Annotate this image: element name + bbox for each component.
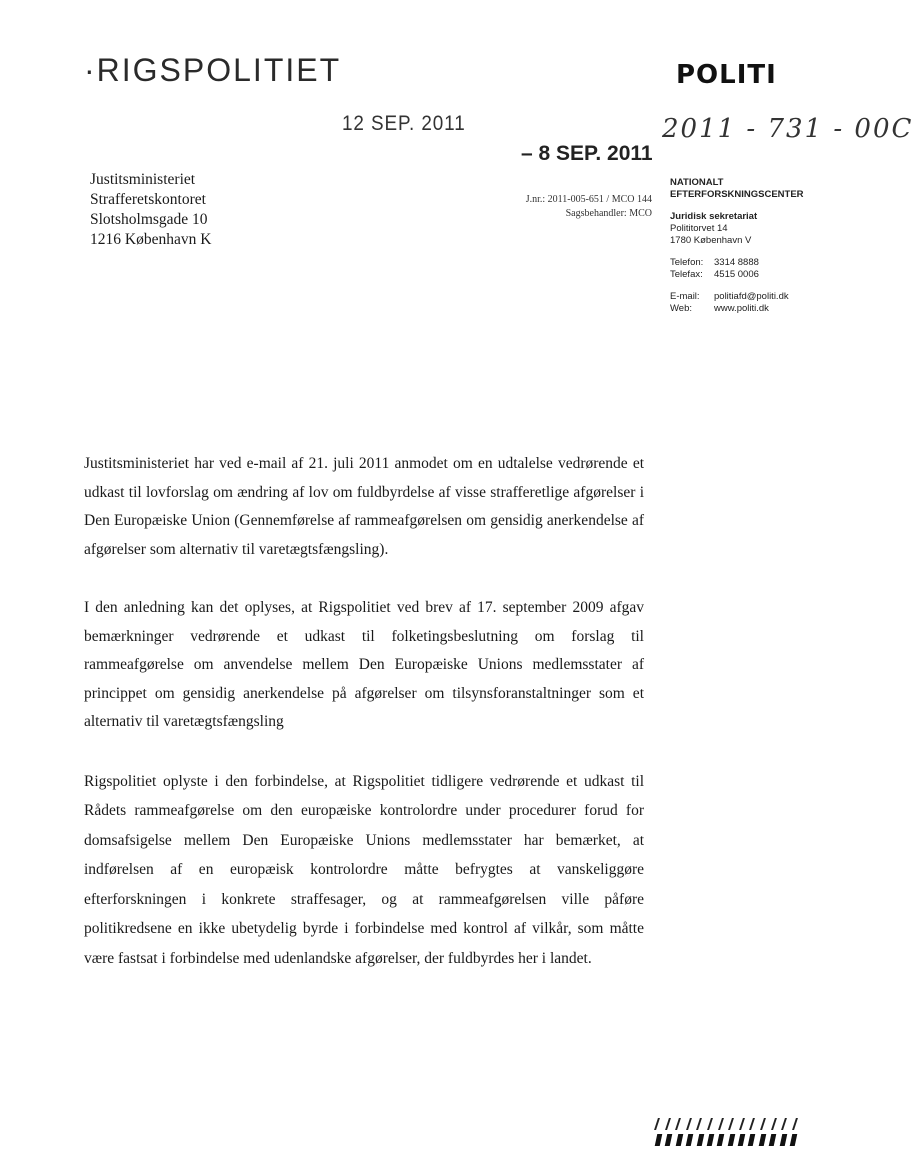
barcode-top-row (656, 1118, 796, 1130)
web-row (670, 303, 826, 315)
case-handler: Sagsbehandler: MCO (565, 207, 652, 219)
barcode-marks (656, 1118, 796, 1148)
sender-unit: Juridisk sekretariat (670, 211, 758, 222)
recipient-line: Strafferetskontoret (90, 191, 206, 208)
body-paragraph-2: I den anledning kan det oplyses, at Rigspolitiet ved brev af 17. september 2009 afgav bemærkninger vedrørende et udkast til folketingsbeslutning om forslag til rammeafgørelse om anvendelse mellem Den Europæiske Unions medlemsstater af princippet om gensidig anerkendelse på afgørelser om tilsynsforanstaltninger som et alternativ til varetægtsfængsling (84, 599, 644, 730)
reference-block (455, 193, 652, 220)
body-paragraph-1: Justitsministeriet har ved e-mail af 21. juli 2011 anmodet om en udtalelse vedrørende et udkast til lovforslag om ændring af lov om fuldbyrdelse af visse strafferetlige afgørelser i Den Europæiske Union (Gennemførelse af rammeafgørelsen om gensidig anerkendelse af afgørelser som alternativ til varetægtsfængsling). (84, 455, 644, 558)
web-label: Web: (670, 303, 693, 314)
journal-number: J.nr.: 2011-005-651 / MCO 144 (525, 194, 652, 205)
sender-block (670, 177, 826, 315)
phone-row (670, 257, 826, 269)
email-value: politiafd@politi.dk (714, 291, 789, 302)
sender-city: 1780 København V (670, 235, 752, 246)
recipient-line: Justitsministeriet (90, 171, 196, 188)
fax-value: 4515 0006 (714, 269, 759, 280)
received-date-stamp: 12 SEP. 2011 (342, 112, 466, 135)
letter-body (84, 450, 644, 1003)
sender-dept-line2: EFTERFORSKNINGSCENTER (670, 189, 804, 200)
letter-date-stamp: – 8 SEP. 2011 (521, 142, 653, 165)
fax-label: Telefax: (670, 269, 703, 280)
recipient-line: Slotsholmsgade 10 (90, 211, 208, 228)
web-value: www.politi.dk (714, 303, 769, 314)
sender-dept-line1: NATIONALT (670, 177, 724, 188)
recipient-address (90, 170, 211, 250)
body-paragraph-3: Rigspolitiet oplyste i den forbindelse, at Rigspolitiet tidligere vedrørende et udkast til Rådets rammeafgørelse om den europæiske kontrolordre under procedurer forud for domsafsigelse mellem Den Europæiske Unions medlemsstater har bemærket, at indførelsen af en europæisk kontrolordre måtte befrygtes at vanskeliggøre efterforskningen i konkrete straffesager, og at rammeafgørelsen ville påføre politikredsene en ikke ubetydelig byrde i forbindelse med kontrol af vilkår, som måtte være fastsat i forbindelse med udenlandske afgørelser, der fuldbyrdes her i landet. (84, 772, 644, 967)
fax-row (670, 269, 826, 281)
politi-logo: POLITI (676, 60, 777, 90)
org-name-rigspolitiet: ·RIGSPOLITIET (84, 52, 342, 88)
handwritten-case-number: 2011 - 731 - 00C (662, 114, 913, 144)
email-label: E-mail: (670, 291, 700, 302)
sender-street: Polititorvet 14 (670, 223, 728, 234)
email-row (670, 291, 826, 303)
recipient-line: 1216 København K (90, 231, 212, 248)
phone-label: Telefon: (670, 257, 704, 268)
phone-value: 3314 8888 (714, 257, 759, 268)
barcode-bottom-row (656, 1134, 796, 1146)
